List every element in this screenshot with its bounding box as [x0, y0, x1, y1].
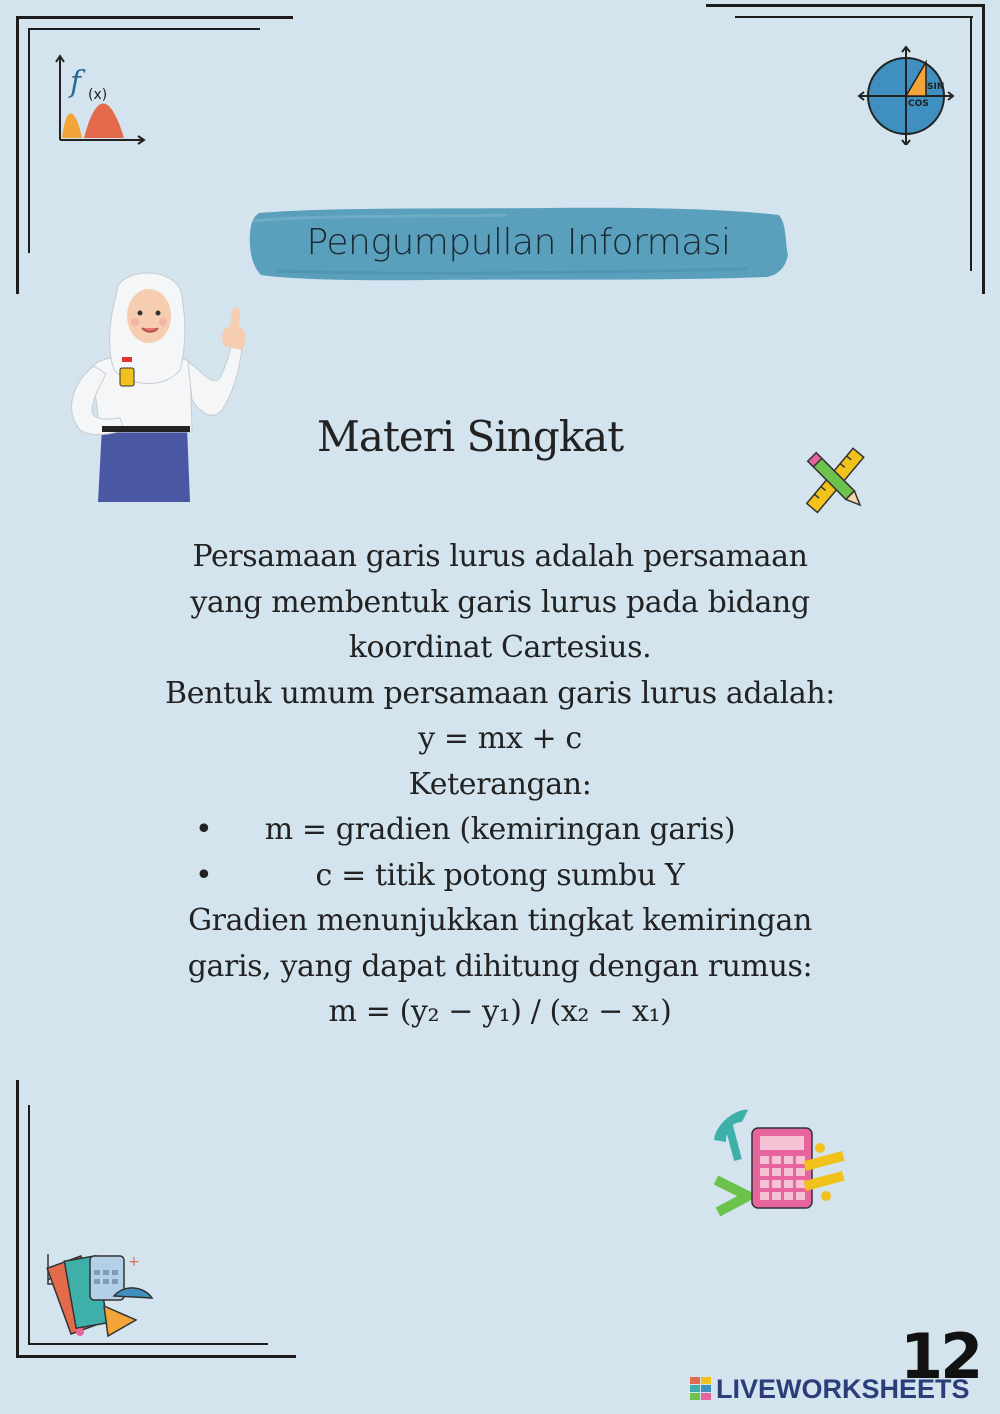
liveworksheets-logo-icon [690, 1377, 712, 1401]
page-number: 12 [900, 1320, 981, 1393]
frame-line [706, 4, 984, 7]
watermark-text: LIVEWORKSHEETS [716, 1373, 970, 1404]
frame-line [28, 1105, 30, 1345]
bullet-dot: • [195, 812, 213, 847]
svg-text:+: + [128, 1254, 140, 1270]
frame-line [16, 16, 19, 294]
svg-text:SIN: SIN [927, 82, 945, 92]
gradient-formula: m = (y₂ − y₁) / (x₂ − x₁) [328, 994, 672, 1029]
gradient-line: Gradien menunjukkan tingkat kemiringan [188, 903, 812, 938]
bullet-item [150, 807, 850, 853]
svg-text:(x): (x) [88, 87, 108, 103]
frame-line [28, 1343, 268, 1345]
section-subtitle: Materi Singkat [316, 412, 624, 461]
material-text [150, 534, 850, 1035]
paragraph-line: koordinat Cartesius. [348, 630, 652, 665]
student-illustration [62, 262, 252, 502]
liveworksheets-watermark [690, 1374, 970, 1404]
bullet-item [150, 853, 850, 899]
frame-line [18, 16, 293, 19]
bullet-text: c = titik potong sumbu Y [315, 857, 685, 893]
frame-line [735, 16, 973, 18]
general-form-intro: Bentuk umum persamaan garis lurus adalah: [165, 675, 835, 711]
frame-line [16, 1080, 19, 1357]
paragraph-line: yang membentuk garis lurus pada bidang [190, 584, 810, 620]
banner-title: Pengumpullan Informasi [306, 222, 731, 263]
svg-text:f: f [70, 65, 82, 100]
frame-line [982, 4, 985, 294]
frame-line [970, 16, 972, 271]
ruler-pencil-icon [800, 445, 872, 517]
unit-circle-sin-cos-icon [856, 45, 956, 145]
title-banner [247, 203, 790, 283]
math-calculator-icon [708, 1100, 848, 1220]
frame-line [16, 1355, 296, 1358]
paragraph-line: Persamaan garis lurus adalah persamaan [192, 539, 808, 574]
function-graph-icon [52, 52, 148, 148]
gradient-line: garis, yang dapat dihitung dengan rumus: [187, 948, 813, 984]
bullet-text: m = gradien (kemiringan garis) [264, 812, 736, 847]
frame-line [30, 28, 260, 30]
frame-line [28, 28, 30, 253]
general-form-equation: y = mx + c [418, 721, 582, 756]
bullet-dot: • [195, 857, 213, 893]
svg-text:COS: COS [908, 99, 929, 109]
math-books-icon [44, 1246, 159, 1341]
explanation-label: Keterangan: [408, 766, 592, 802]
